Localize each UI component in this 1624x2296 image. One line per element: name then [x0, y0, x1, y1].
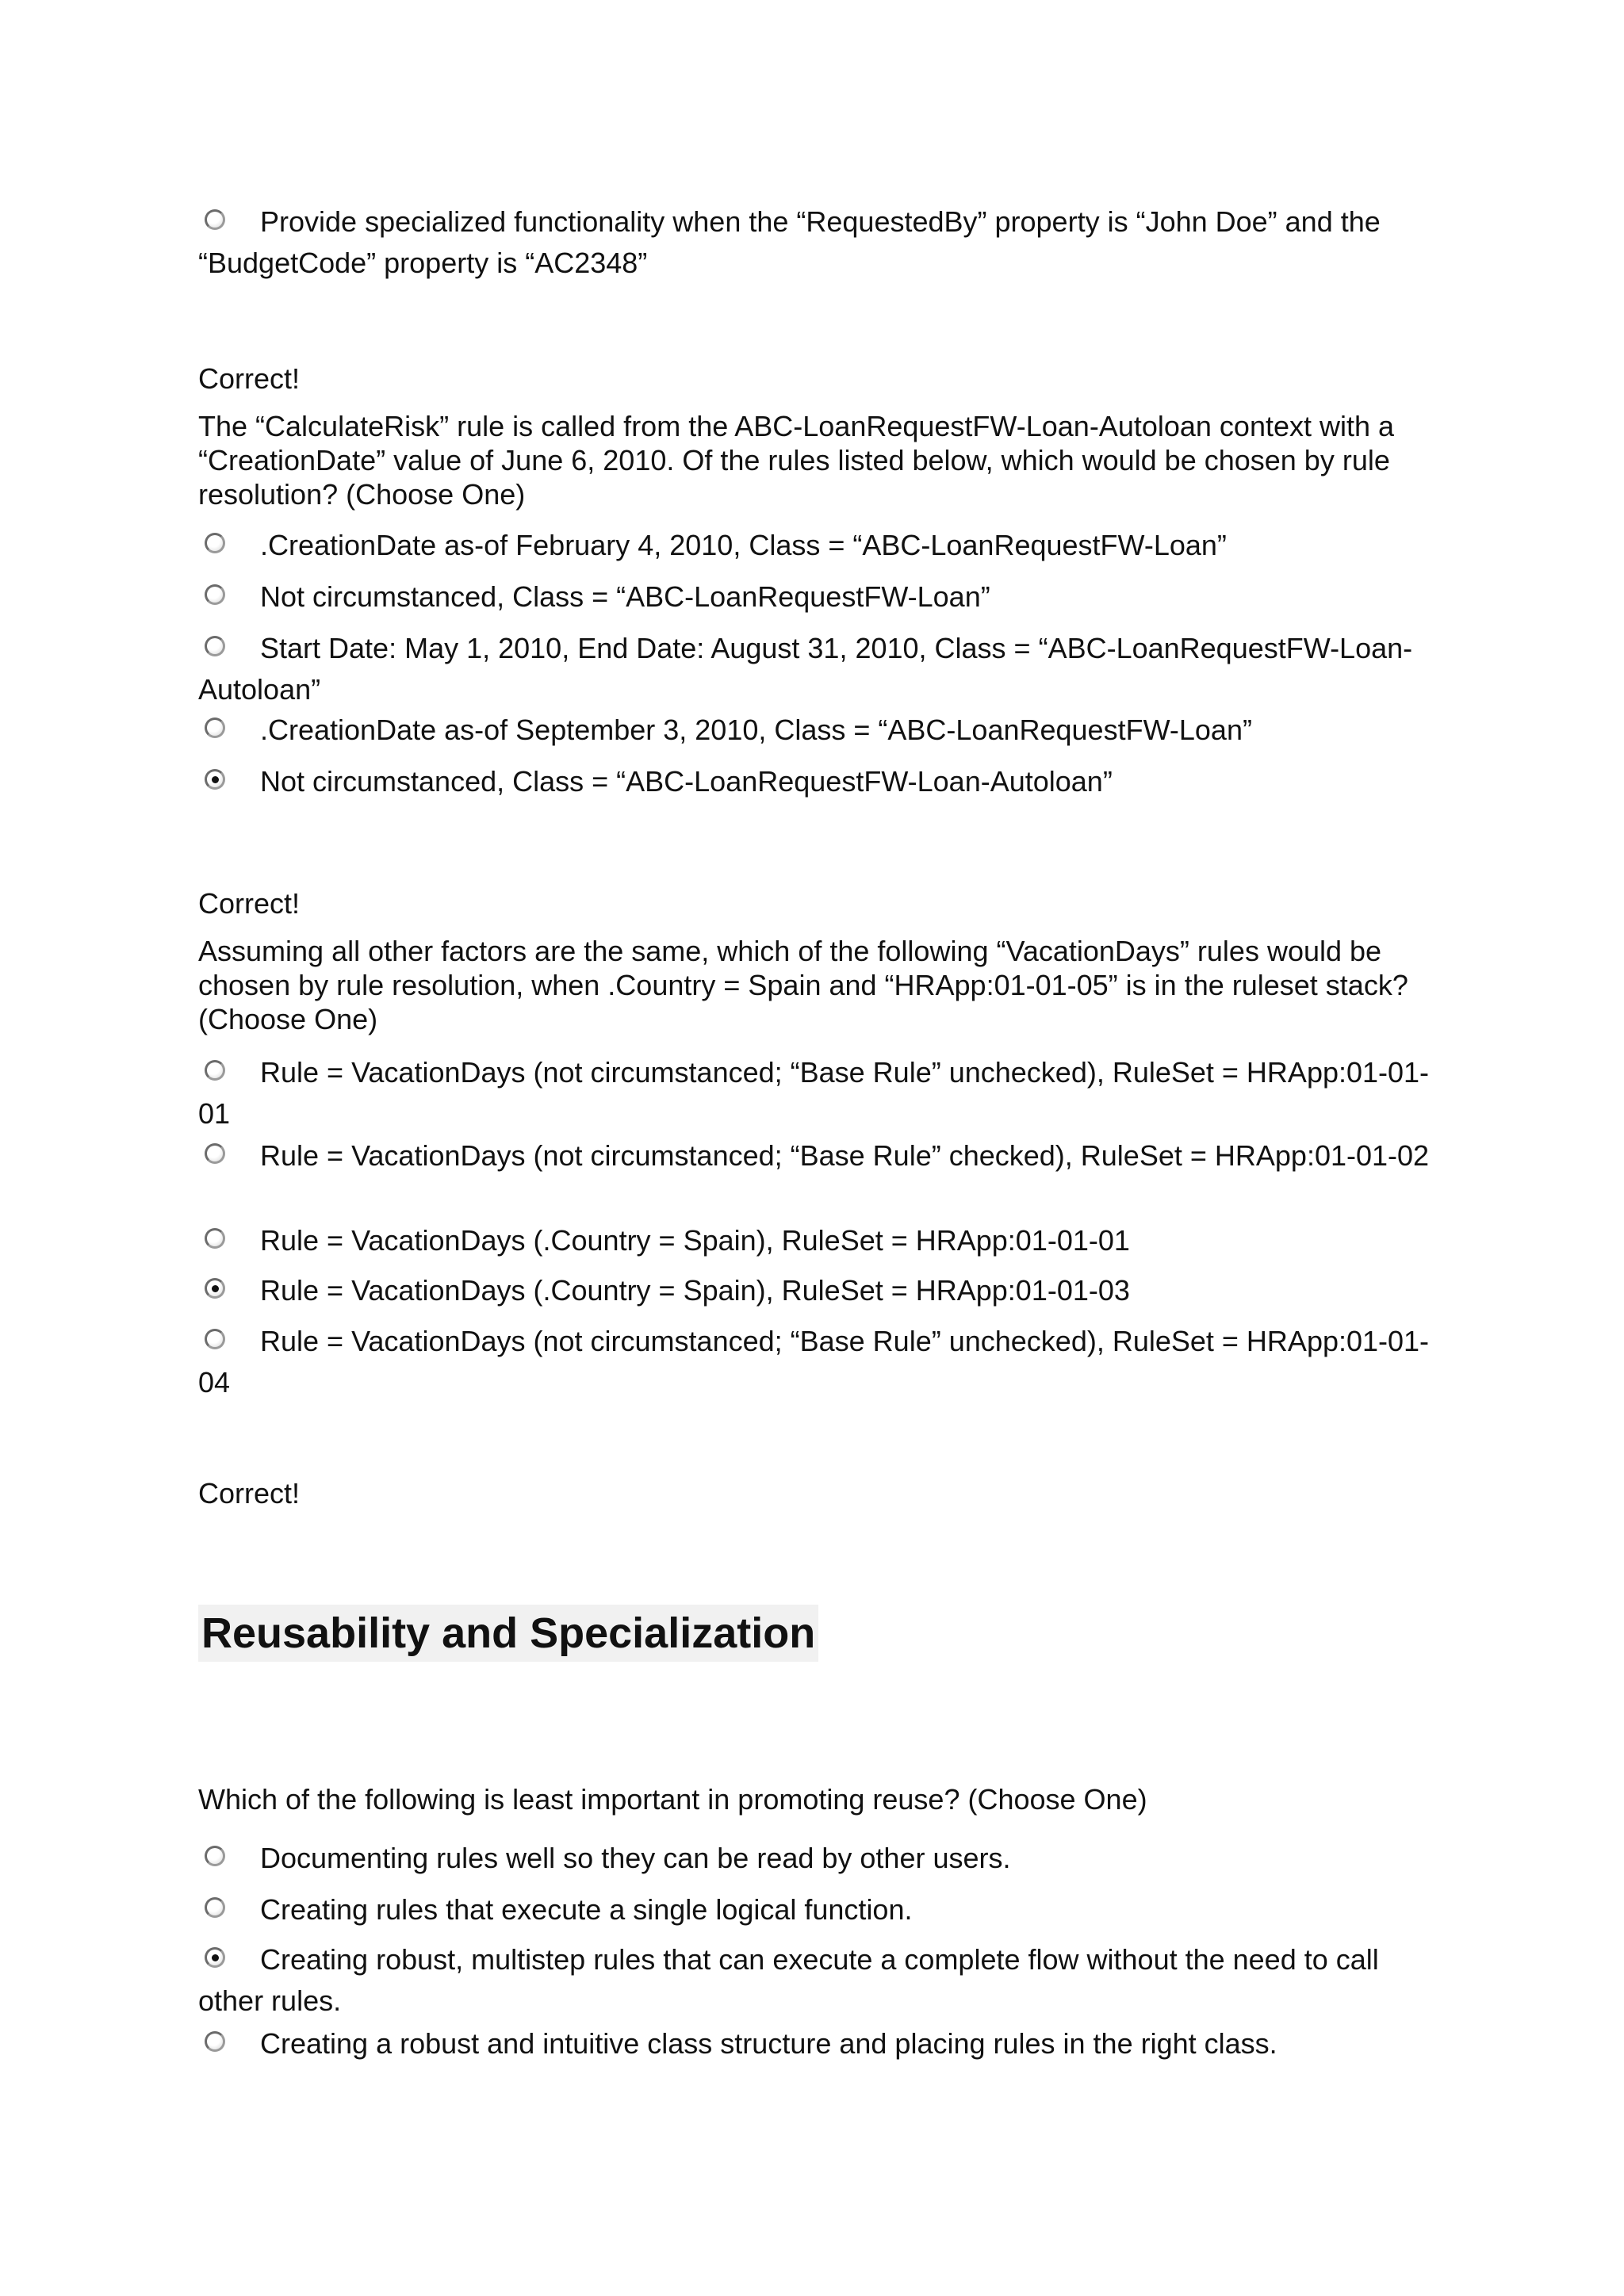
answer-option[interactable] [198, 761, 1451, 802]
question-text: Assuming all other factors are the same, which of the following “VacationDays” rules would be chosen by rule resolution, when .Country = Spain and “HRApp:01-01-05” is in the ruleset stack? (Choose One) [198, 935, 1408, 1035]
option-label: .CreationDate as-of September 3, 2010, Class = “ABC-LoanRequestFW-Loan” [260, 714, 1252, 746]
answer-option[interactable] [198, 710, 1451, 751]
answer-option[interactable] [198, 1135, 1451, 1177]
answer-option[interactable] [198, 1889, 1451, 1931]
radio-button[interactable] [205, 209, 225, 230]
radio-button[interactable] [205, 1329, 225, 1349]
feedback-correct: Correct! [198, 887, 301, 920]
answer-option[interactable] [198, 576, 1451, 618]
option-label: Rule = VacationDays (not circumstanced; “Base Rule” checked), RuleSet = HRApp:01-01-02 [260, 1139, 1430, 1172]
option-label: Not circumstanced, Class = “ABC-LoanRequestFW-Loan” [260, 580, 990, 613]
option-label: Start Date: May 1, 2010, End Date: August 31, 2010, Class = “ABC-LoanRequestFW-Loan-Autoloan” [198, 632, 1413, 706]
option-label: Creating robust, multistep rules that can execute a complete flow without the need to call other rules. [198, 1943, 1379, 2017]
radio-button[interactable] [205, 1228, 225, 1249]
option-label: Creating rules that execute a single logical function. [260, 1893, 913, 1926]
option-label: Not circumstanced, Class = “ABC-LoanRequestFW-Loan-Autoloan” [260, 765, 1113, 798]
question-text: Which of the following is least important in promoting reuse? (Choose One) [198, 1783, 1147, 1816]
radio-button[interactable] [205, 1947, 225, 1968]
radio-button[interactable] [205, 769, 225, 790]
option-label: Rule = VacationDays (not circumstanced; “Base Rule” unchecked), RuleSet = HRApp:01-01-01 [198, 1056, 1430, 1130]
question-text: The “CalculateRisk” rule is called from the ABC-LoanRequestFW-Loan-Autoloan context with a “CreationDate” value of June 6, 2010. Of the rules listed below, which would be chosen by rule resolution? (Choose One) [198, 410, 1395, 511]
radio-button[interactable] [205, 1897, 225, 1918]
answer-option[interactable] [198, 1838, 1451, 1879]
answer-option[interactable] [198, 525, 1451, 566]
section-heading: Reusability and Specialization [198, 1605, 818, 1662]
feedback-correct: Correct! [198, 362, 301, 395]
radio-button[interactable] [205, 1278, 225, 1299]
radio-button[interactable] [205, 584, 225, 605]
option-label: .CreationDate as-of February 4, 2010, Class = “ABC-LoanRequestFW-Loan” [260, 529, 1227, 561]
answer-option[interactable] [198, 1939, 1451, 2022]
answer-option[interactable] [198, 1052, 1451, 1135]
radio-button[interactable] [205, 2031, 225, 2052]
option-label: Documenting rules well so they can be read by other users. [260, 1842, 1011, 1874]
option-label: Creating a robust and intuitive class structure and placing rules in the right class. [260, 2027, 1277, 2060]
radio-button[interactable] [205, 533, 225, 553]
answer-option[interactable] [198, 628, 1451, 710]
answer-option[interactable] [198, 1321, 1451, 1403]
option-label: Rule = VacationDays (.Country = Spain), RuleSet = HRApp:01-01-03 [260, 1274, 1130, 1307]
answer-option[interactable] [198, 201, 1451, 284]
answer-option[interactable] [198, 1270, 1451, 1311]
option-label: Provide specialized functionality when the “RequestedBy” property is “John Doe” and the “BudgetCode” property is “AC2348” [198, 205, 1381, 279]
radio-button[interactable] [205, 636, 225, 656]
feedback-correct: Correct! [198, 1477, 301, 1510]
option-label: Rule = VacationDays (not circumstanced; “Base Rule” unchecked), RuleSet = HRApp:01-01-04 [198, 1325, 1430, 1399]
answer-option[interactable] [198, 1220, 1451, 1261]
radio-button[interactable] [205, 718, 225, 738]
radio-button[interactable] [205, 1143, 225, 1164]
option-label: Rule = VacationDays (.Country = Spain), RuleSet = HRApp:01-01-01 [260, 1224, 1130, 1257]
radio-button[interactable] [205, 1846, 225, 1866]
answer-option[interactable] [198, 2023, 1451, 2064]
radio-button[interactable] [205, 1060, 225, 1081]
